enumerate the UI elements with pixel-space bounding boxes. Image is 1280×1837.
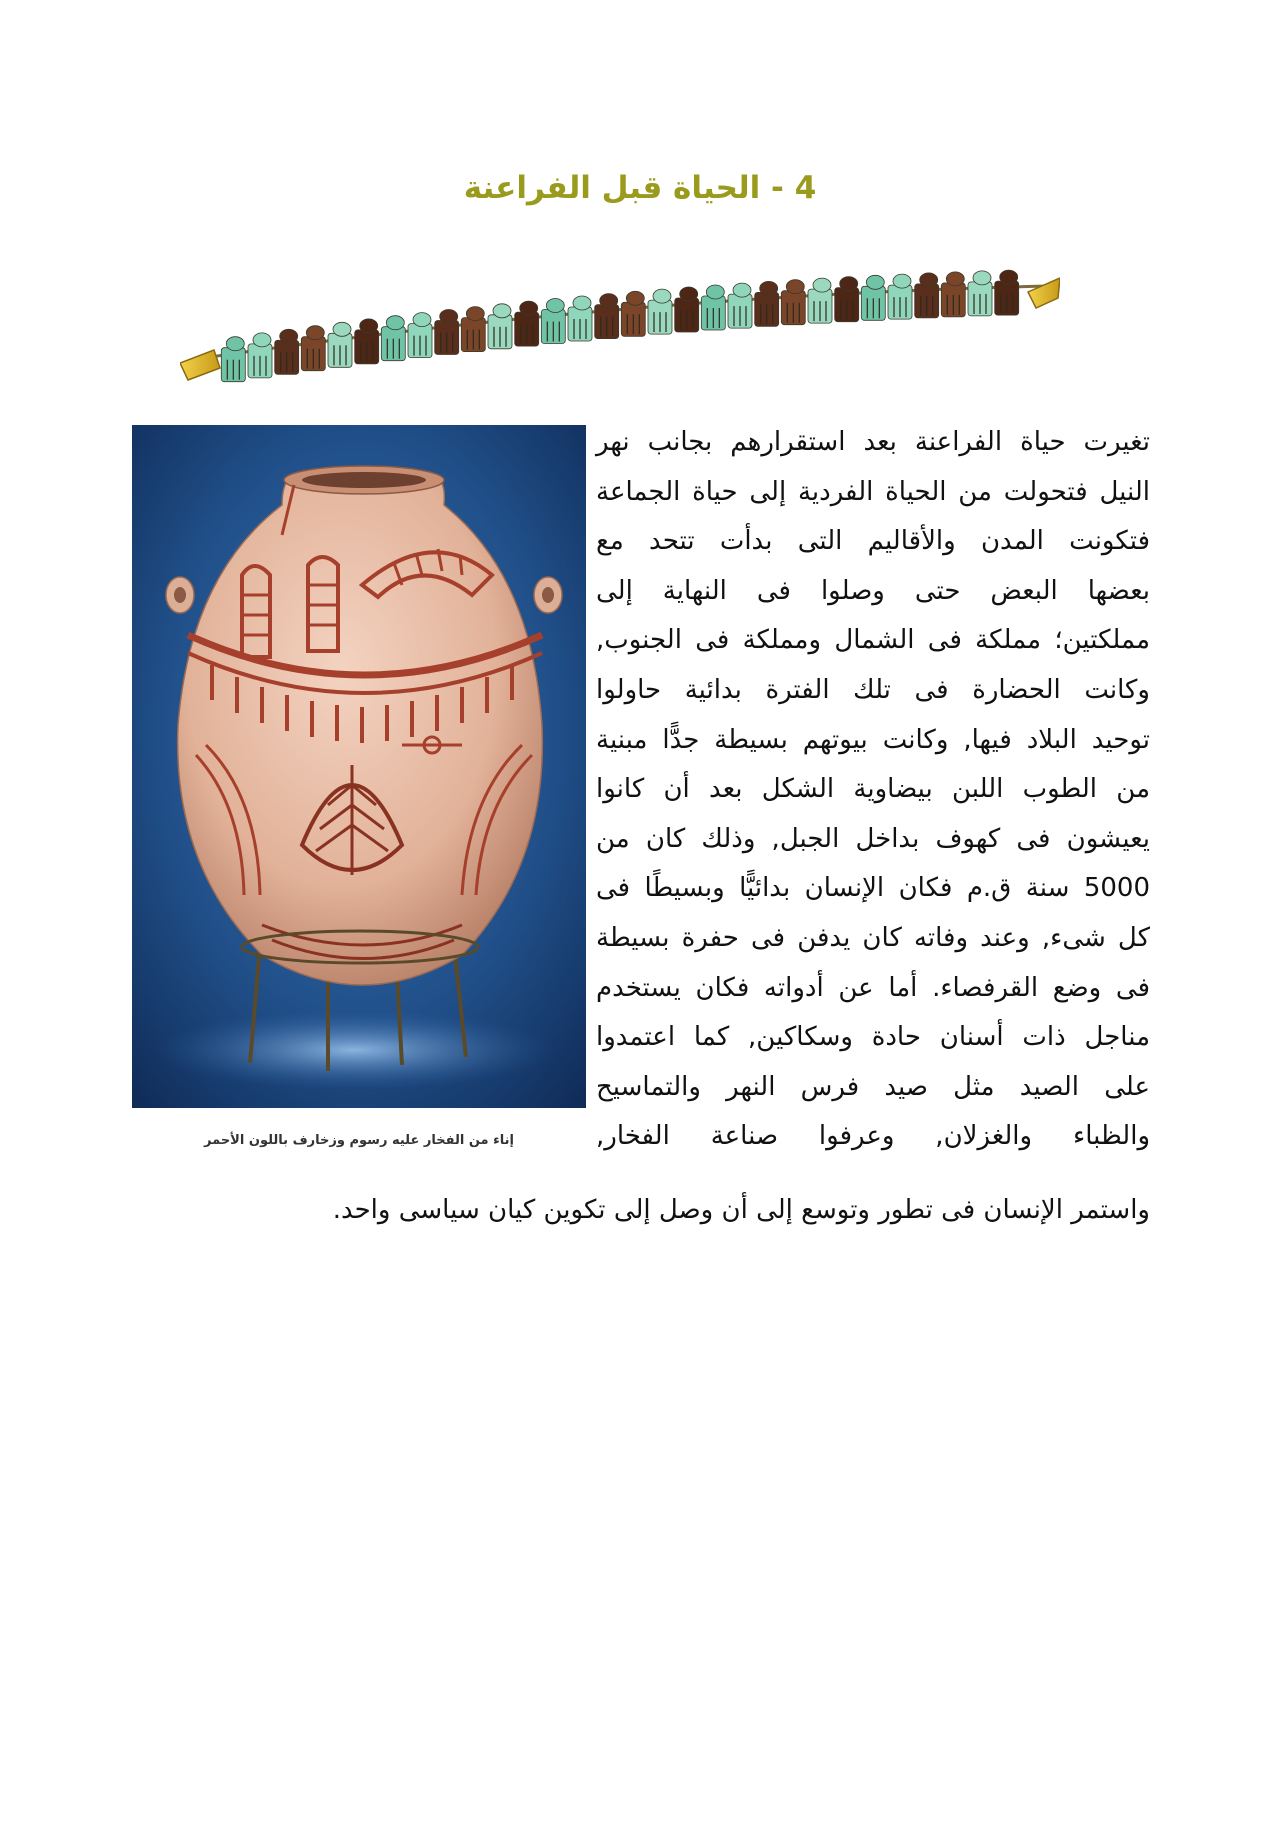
necklace-bead (621, 291, 645, 336)
necklace-bead (941, 272, 965, 317)
paragraph-line: توحيد البلاد فيها, وكانت بيوتهم بسيطة جدًّا مبنية (596, 724, 1150, 755)
paragraph-line: تغيرت حياة الفراعنة بعد استقرارهم بجانب نهر (596, 427, 1150, 457)
necklace-bead (301, 326, 325, 371)
necklace-bead (488, 304, 512, 349)
paragraph-line: من الطوب اللبن بيضاوية الشكل بعد أن كانوا (596, 774, 1150, 805)
necklace-decoration (180, 268, 1060, 388)
necklace-bead (408, 313, 432, 358)
paragraph-line: كل شىء, وعند وفاته كان يدفن فى حفرة بسيطة (596, 922, 1150, 953)
necklace-bead (515, 301, 539, 346)
paragraph-line: النيل فتحولت من الحياة الفردية إلى حياة الجماعة (596, 476, 1150, 507)
figure-caption: إناء من الفخار عليه رسوم وزخارف باللون الأحمر (204, 1133, 514, 1148)
paragraph-line: على الصيد مثل صيد فرس النهر والتماسيح (596, 1071, 1150, 1102)
necklace-bead (328, 322, 352, 367)
necklace-bead (248, 333, 272, 378)
paragraph-line: 5000 سنة ق.م فكان الإنسان بدائيًّا وبسيطًا فى (596, 873, 1150, 904)
necklace-bead (541, 299, 565, 344)
necklace-bead (755, 281, 779, 326)
necklace-bead (995, 270, 1019, 315)
body-paragraph (596, 418, 1150, 1162)
gold-clasp-left (180, 350, 220, 380)
pottery-vase-image (132, 425, 586, 1108)
gold-clasp-right (1028, 278, 1060, 308)
paragraph-line: بعضها البعض حتى وصلوا فى النهاية إلى (596, 575, 1150, 606)
necklace-bead (221, 337, 245, 382)
paragraph-line: يعيشون فى كهوف بداخل الجبل, وذلك كان من (596, 823, 1150, 854)
necklace-bead (968, 271, 992, 316)
necklace-bead (381, 316, 405, 361)
paragraph-line: فتكونت المدن والأقاليم التى بدأت تتحد مع (596, 526, 1150, 557)
paragraph-line: والظباء والغزلان, وعرفوا صناعة الفخار, (596, 1121, 1150, 1152)
necklace-bead (781, 280, 805, 325)
paragraph-last-line: واستمر الإنسان فى تطور وتوسع إلى أن وصل إلى تكوين كيان سياسى واحد. (332, 1195, 1150, 1225)
paragraph-line: مناجل ذات أسنان حادة وسكاكين, كما اعتمدوا (596, 1022, 1150, 1053)
necklace-bead (915, 273, 939, 318)
pottery-figure (132, 425, 586, 1148)
paragraph-line: مملكتين؛ مملكة فى الشمال ومملكة فى الجنوب, (596, 625, 1150, 656)
necklace-bead (435, 310, 459, 355)
necklace-bead (835, 277, 859, 322)
necklace-bead (648, 289, 672, 334)
necklace-bead (675, 287, 699, 332)
necklace-bead (275, 329, 299, 374)
necklace-bead (861, 275, 885, 320)
necklace-bead (888, 274, 912, 319)
necklace-bead (728, 283, 752, 328)
necklace-bead (461, 307, 485, 352)
necklace-beads (221, 270, 1018, 382)
paragraph-line: وكانت الحضارة فى تلك الفترة بدائية حاولوا (596, 674, 1150, 705)
necklace-bead (595, 294, 619, 339)
paragraph-line: فى وضع القرفصاء. أما عن أدواته فكان يستخدم (596, 972, 1150, 1003)
necklace-bead (568, 296, 592, 341)
page-title: 4 - الحياة قبل الفراعنة (463, 170, 817, 206)
necklace-bead (808, 278, 832, 323)
necklace-bead (355, 319, 379, 364)
necklace-bead (701, 285, 725, 330)
